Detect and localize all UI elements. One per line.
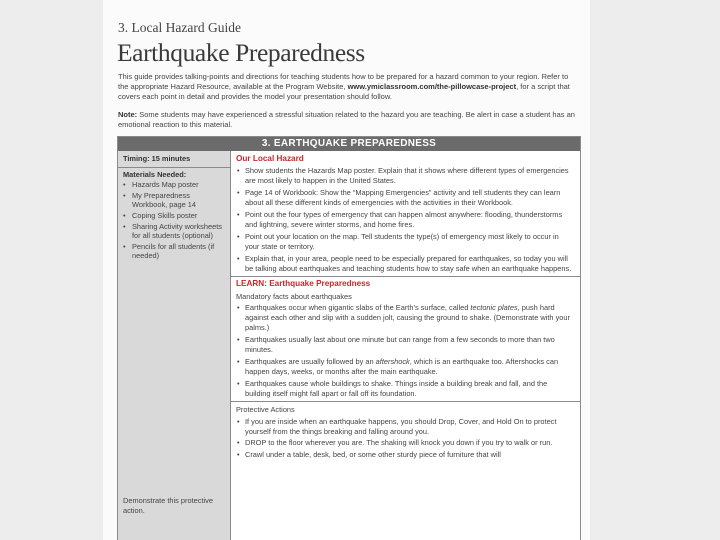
note-label: Note: bbox=[118, 110, 138, 119]
timing-label: Timing: 15 minutes bbox=[123, 154, 191, 163]
protective-actions-label: Protective Actions bbox=[236, 405, 295, 415]
materials-label: Materials Needed: bbox=[123, 169, 187, 179]
table-header: 3. EARTHQUAKE PREPAREDNESS bbox=[118, 137, 580, 151]
page-title: Earthquake Preparedness bbox=[117, 38, 365, 67]
list-item: • My Preparedness Workbook, page 14 bbox=[123, 191, 226, 210]
earthquake-facts-list bbox=[236, 303, 574, 398]
learn-heading: LEARN: Earthquake Preparedness bbox=[236, 278, 371, 288]
local-hazard-list bbox=[236, 166, 574, 274]
content-column bbox=[231, 151, 580, 540]
local-hazard-heading: Our Local Hazard bbox=[236, 154, 304, 163]
fact-term: tectonic plates bbox=[470, 303, 518, 313]
lesson-table bbox=[117, 136, 581, 540]
list-item: • Page 14 of Workbook: Show the “Mapping Emergencies” activity and tell students they can learn about all these different kinds of emergencies with the activities in their Workbook. bbox=[236, 188, 574, 208]
list-item: • Coping Skills poster bbox=[123, 211, 226, 221]
section-number: 3. Local Hazard Guide bbox=[118, 20, 241, 35]
list-item bbox=[236, 357, 574, 377]
program-website-link[interactable]: www.ymiclassroom.com/the-pillowcase-project bbox=[347, 82, 517, 92]
list-item: • Earthquakes usually last about one minute but can range from a few seconds to more than two minutes. bbox=[236, 335, 574, 355]
list-item: • Show students the Hazards Map poster. Explain that it shows where different types of emergencies are most likely to happen in the United States. bbox=[236, 166, 574, 186]
intro-text-2: , for a script that covers each point in detail and provides the model your presentation should follow. bbox=[118, 82, 570, 102]
intro-text-1: This guide provides talking-points and directions for teaching students how to be prepared for a hazard common to your region. Refer to the appropriate Hazard Resource, available at the Program Website, bbox=[118, 72, 569, 92]
divider bbox=[231, 401, 580, 402]
list-item: • If you are inside when an earthquake happens, you should Drop, Cover, and Hold On to protect yourself from the things breaking and falling around you. bbox=[236, 417, 574, 437]
list-item: • Pencils for all students (if needed) bbox=[123, 242, 226, 261]
note-text: Some students may have experienced a stressful situation related to the hazard you are teaching. Be alert in case a student has an emotional reaction to this material. bbox=[118, 110, 575, 130]
protective-actions-list bbox=[236, 417, 574, 460]
note-paragraph bbox=[118, 110, 576, 130]
list-item: • Earthquakes cause whole buildings to shake. Things inside a building break and fall, and the building itself might fall apart or fall off its foundation. bbox=[236, 379, 574, 399]
list-item: • Point out the four types of emergency that can happen almost anywhere: flooding, thunderstorms and lightning, severe winter storms, and home fires. bbox=[236, 210, 574, 230]
materials-list bbox=[118, 180, 230, 261]
fact-text: , push hard against each other and slip with a sudden jolt, causing the ground to shake. (Demonstrate with your palms.) bbox=[245, 303, 570, 332]
list-item: • Crawl under a table, desk, bed, or some other sturdy piece of furniture that will bbox=[236, 450, 574, 460]
mandatory-facts-label: Mandatory facts about earthquakes bbox=[236, 291, 352, 301]
list-item: • Explain that, in your area, people need to be especially prepared for earthquakes, so today you will be talking about earthquakes and teaching students how to stay safe when an earthquake happens. bbox=[236, 254, 574, 274]
fact-text: Earthquakes are usually followed by an bbox=[245, 357, 376, 367]
document-page bbox=[103, 0, 590, 540]
list-item: • Hazards Map poster bbox=[123, 180, 226, 190]
list-item: • DROP to the floor wherever you are. The shaking will knock you down if you try to walk or run. bbox=[236, 438, 574, 448]
divider bbox=[231, 276, 580, 277]
materials-column bbox=[118, 151, 231, 540]
list-item bbox=[236, 303, 574, 332]
fact-term: aftershock bbox=[375, 357, 410, 367]
fact-text: Earthquakes occur when gigantic slabs of the Earth’s surface, called bbox=[245, 303, 471, 313]
demonstrate-note: Demonstrate this protective action. bbox=[123, 496, 213, 515]
fact-text: , which is an earthquake too. Aftershocks can happen days, weeks, or months after the main earthquake. bbox=[245, 357, 559, 376]
list-item: • Sharing Activity worksheets for all students (optional) bbox=[123, 222, 226, 241]
intro-paragraph bbox=[118, 72, 576, 103]
list-item: • Point out your location on the map. Tell students the type(s) of emergency most likely to occur in your state or territory. bbox=[236, 232, 574, 252]
